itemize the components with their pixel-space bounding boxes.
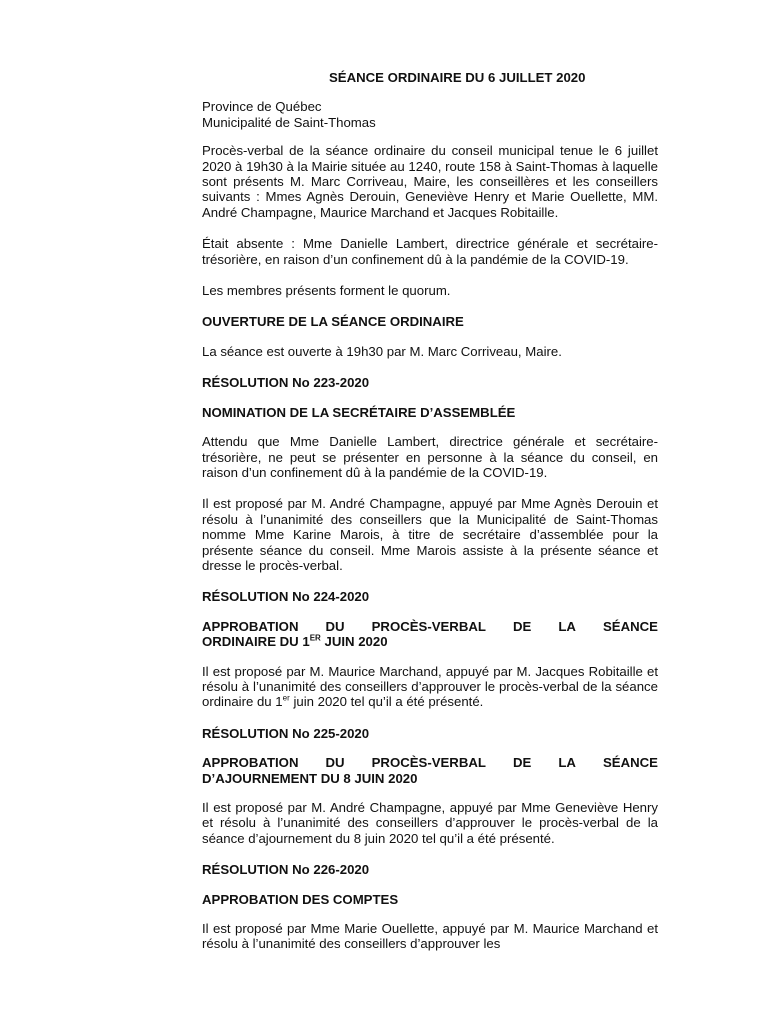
resolution-226-number: RÉSOLUTION No 226-2020 (202, 862, 370, 878)
resolution-226-heading: APPROBATION DES COMPTES (202, 891, 399, 907)
opening-heading: OUVERTURE DE LA SÉANCE ORDINAIRE (202, 314, 464, 330)
resolution-226-paragraph: Il est proposé par Mme Marie Ouellette, appuyé par M. Maurice Marchand et résolu à l’unanimité des conseillers d’approuver les (202, 921, 658, 952)
resolution-223-paragraph-2: Il est proposé par M. André Champagne, appuyé par Mme Agnès Derouin et résolu à l’unanimité des conseillers que la Municipalité de Saint-Thomas nomme Mme Karine Marois, à titre de secrétaire d’assemblée pour la présente séance du conseil. Mme Marois assiste à la présente séance et dresse le procès-verbal. (202, 496, 658, 573)
resolution-225-paragraph: Il est proposé par M. André Champagne, appuyé par Mme Geneviève Henry et résolu à l’unanimité des conseillers d’approuver le procès-verbal de la séance d’ajournement du 8 juin 2020 tel qu’il a été présenté. (202, 800, 658, 846)
resolution-223-heading: NOMINATION DE LA SECRÉTAIRE D’ASSEMBLÉE (202, 404, 516, 420)
resolution-224-heading-line-2: ORDINAIRE DU 1ER JUIN 2020 (202, 633, 388, 650)
resolution-223-number: RÉSOLUTION No 223-2020 (202, 375, 370, 391)
resolution-225-number: RÉSOLUTION No 225-2020 (202, 725, 370, 741)
document-title: SÉANCE ORDINAIRE DU 6 JUILLET 2020 (329, 70, 586, 85)
document-page (202, 70, 658, 968)
resolution-223-paragraph-1: Attendu que Mme Danielle Lambert, directrice générale et secrétaire-trésorière, ne peut se présenter en personne à la séance du conseil, en raison d’un confinement dû à la pandémie de la COVID-19. (202, 434, 658, 480)
municipality-line: Municipalité de Saint-Thomas (202, 114, 376, 130)
resolution-224-number: RÉSOLUTION No 224-2020 (202, 589, 370, 605)
resolution-225-heading (202, 755, 658, 786)
resolution-224-paragraph: Il est proposé par M. Maurice Marchand, appuyé par M. Jacques Robitaille et résolu à l’unanimité des conseillers d’approuver le procès-verbal de la séance ordinaire du 1er juin 2020 tel qu’il a été présenté. (202, 663, 658, 710)
resolution-224-heading (202, 619, 658, 650)
resolution-225-heading-line-1: APPROBATION DU PROCÈS-VERBAL DE LA SÉANCE (202, 755, 658, 771)
intro-paragraph: Procès-verbal de la séance ordinaire du conseil municipal tenue le 6 juillet 2020 à 19h30 à la Mairie située au 1240, route 158 à Saint-Thomas à laquelle sont présents M. Marc Corriveau, Maire, les conseillères et les conseillers suivants : Mmes Agnès Derouin, Geneviève Henry et Marie Ouellette, MM. André Champagne, Maurice Marchand et Jacques Robitaille. (202, 143, 658, 220)
province-line: Province de Québec (202, 99, 322, 115)
quorum-paragraph: Les membres présents forment le quorum. (202, 283, 451, 299)
resolution-225-heading-line-2: D’AJOURNEMENT DU 8 JUIN 2020 (202, 770, 418, 786)
opening-paragraph: La séance est ouverte à 19h30 par M. Marc Corriveau, Maire. (202, 343, 562, 359)
resolution-224-heading-line-1: APPROBATION DU PROCÈS-VERBAL DE LA SÉANCE (202, 618, 658, 634)
absent-paragraph: Était absente : Mme Danielle Lambert, directrice générale et secrétaire-trésorière, en raison d’un confinement dû à la pandémie de la COVID-19. (202, 236, 658, 267)
header-address (202, 99, 658, 130)
